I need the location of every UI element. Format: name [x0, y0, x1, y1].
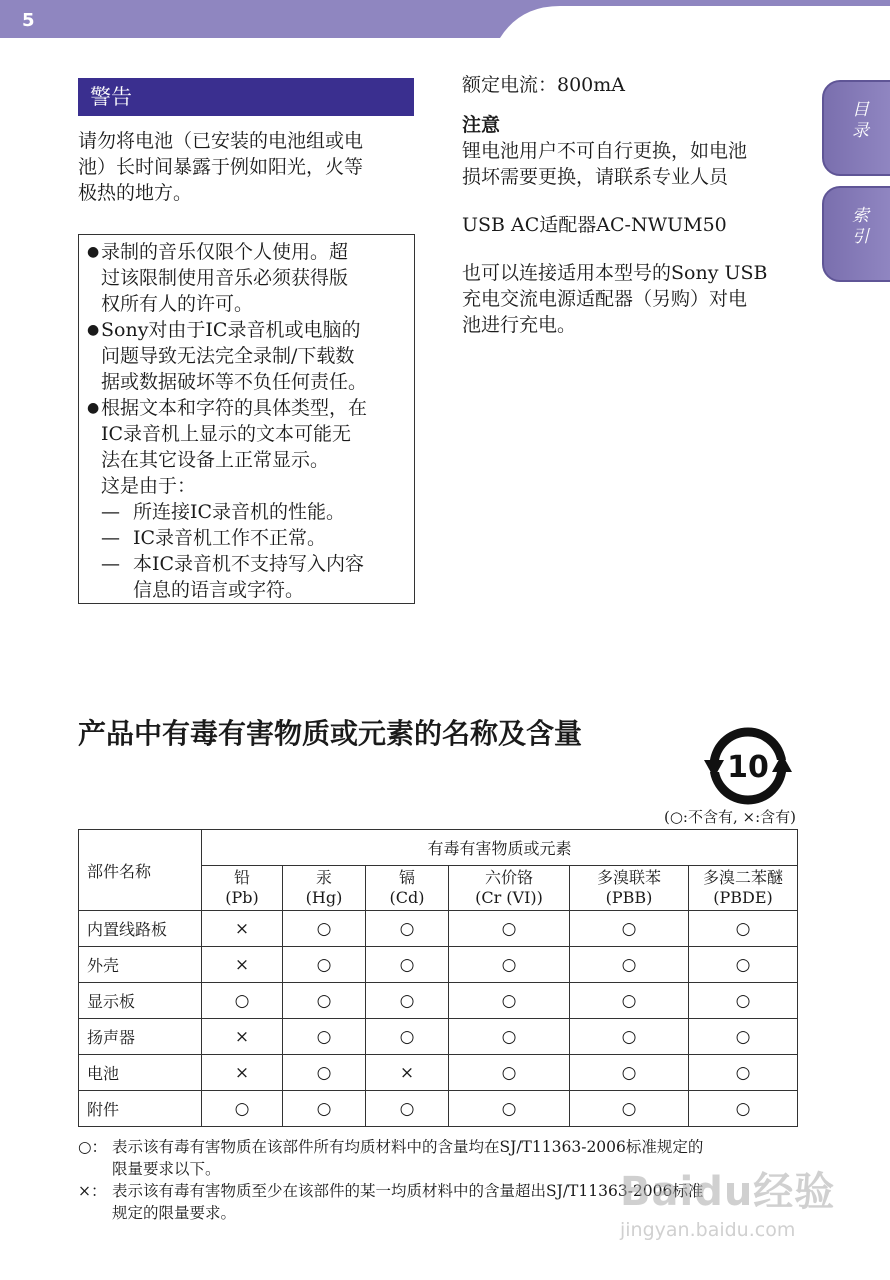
part-header: 部件名称 [79, 830, 202, 911]
warning-text [78, 128, 418, 206]
dash-marker: — [101, 527, 120, 549]
bullet-text: Sony对由于IC录音机或电脑的 [101, 319, 361, 341]
table-cell: ○ [570, 1019, 689, 1055]
table-cell: ○ [689, 947, 798, 983]
top-bar-shape [0, 0, 890, 38]
table-cell: ○ [283, 983, 366, 1019]
tab-contents-label: 目录 [848, 100, 868, 142]
notice-bullet [87, 395, 406, 421]
top-bar [0, 0, 890, 38]
group-header: 有毒有害物质或元素 [202, 830, 798, 866]
table-row [79, 983, 798, 1019]
bullet-text: 法在其它设备上正常显示。 [101, 449, 330, 471]
note-item [78, 1136, 798, 1158]
note-text: 规定的限量要求。 [112, 1204, 237, 1222]
dash-marker: — [101, 553, 120, 575]
part-name: 电池 [79, 1055, 202, 1091]
bullet-text: 据或数据破坏等不负任何责任。 [101, 371, 368, 393]
dash-text: 所连接IC录音机的性能。 [133, 501, 346, 523]
bullet-text: 录制的音乐仅限个人使用。超 [101, 241, 349, 263]
table-cell: ○ [689, 983, 798, 1019]
caution-line: 损坏需要更换，请联系专业人员 [462, 166, 729, 188]
rated-current: 额定电流：800mA [462, 74, 626, 96]
table-row [79, 911, 798, 947]
table-cell: ○ [202, 983, 283, 1019]
table-cell: ○ [283, 1091, 366, 1127]
bullet-dot-icon: ● [87, 244, 100, 260]
bullet-text: 过该限制使用音乐必须获得版 [101, 267, 349, 289]
caution-text [462, 138, 802, 190]
table-cell: ○ [283, 1055, 366, 1091]
note-text: 表示该有毒有害物质在该部件所有均质材料中的含量均在SJ/T11363-2006标准规定的 [112, 1138, 704, 1156]
table-cell: ○ [283, 1019, 366, 1055]
table-cell: ○ [689, 911, 798, 947]
page-number: 5 [22, 10, 35, 31]
hazard-table [78, 829, 798, 1127]
tab-index[interactable] [822, 186, 890, 282]
bullet-text: 权所有人的许可。 [101, 293, 254, 315]
notice-dash-item [87, 525, 406, 551]
table-cell: ○ [366, 1091, 449, 1127]
caution-line: 锂电池用户不可自行更换，如电池 [462, 140, 748, 162]
table-cell: ○ [202, 1091, 283, 1127]
table-cell: ○ [449, 1055, 570, 1091]
notice-bullet [87, 317, 406, 343]
eco-period-logo-icon [702, 720, 794, 812]
caution-title: 注意 [462, 114, 501, 136]
dash-text: 本IC录音机不支持写入内容 [133, 553, 365, 575]
table-cell: ○ [570, 1091, 689, 1127]
column-header: 多溴二苯醚 (PBDE) [689, 866, 798, 911]
table-cell: ○ [366, 947, 449, 983]
notice-box [78, 234, 415, 604]
tab-contents[interactable] [822, 80, 890, 176]
table-row [79, 1055, 798, 1091]
table-cell: ○ [570, 983, 689, 1019]
part-name: 显示板 [79, 983, 202, 1019]
notice-bullet [87, 239, 406, 265]
column-header: 六价铬 (Cr (VI)) [449, 866, 570, 911]
dash-text: 信息的语言或字符。 [133, 579, 305, 601]
adapter-model: USB AC适配器AC-NWUM50 [462, 214, 727, 236]
table-cell: × [202, 1055, 283, 1091]
table-header-row [79, 830, 798, 866]
warning-line: 极热的地方。 [78, 182, 193, 204]
table-cell: ○ [449, 947, 570, 983]
part-name: 内置线路板 [79, 911, 202, 947]
dash-marker: — [101, 501, 120, 523]
watermark-url: jingyan.baidu.com [620, 1219, 796, 1241]
bullet-dot-icon: ● [87, 400, 100, 416]
notice-dash-item [87, 551, 406, 577]
table-row [79, 1091, 798, 1127]
note-symbol: ×： [78, 1182, 107, 1200]
part-name: 外壳 [79, 947, 202, 983]
bullet-dot-icon: ● [87, 322, 100, 338]
table-cell: ○ [366, 911, 449, 947]
table-cell: ○ [283, 911, 366, 947]
table-cell: ○ [449, 911, 570, 947]
table-cell: ○ [570, 1055, 689, 1091]
table-cell: ○ [366, 1019, 449, 1055]
charger-line: 也可以连接适用本型号的Sony USB [462, 262, 768, 284]
notice-dash-item [87, 577, 406, 603]
part-name: 附件 [79, 1091, 202, 1127]
table-cell: ○ [449, 1091, 570, 1127]
tab-index-label: 索引 [848, 206, 868, 248]
table-cell: ○ [283, 947, 366, 983]
table-row [79, 947, 798, 983]
note-symbol: ○： [78, 1138, 108, 1156]
table-cell: × [202, 911, 283, 947]
watermark-brand: Baidu经验 [620, 1169, 836, 1215]
logo-number: 10 [727, 750, 769, 785]
table-cell: ○ [689, 1019, 798, 1055]
table-legend: (○:不含有, ×:含有) [663, 808, 796, 826]
hazard-title: 产品中有毒有害物质或元素的名称及含量 [78, 717, 583, 750]
table-row [79, 1019, 798, 1055]
bullet-text: 根据文本和字符的具体类型，在 [101, 397, 368, 419]
table-cell: ○ [689, 1055, 798, 1091]
table-cell: × [202, 1019, 283, 1055]
bullet-text: 这是由于： [101, 475, 197, 497]
table-cell: ○ [366, 983, 449, 1019]
table-cell: × [366, 1055, 449, 1091]
table-cell: ○ [570, 947, 689, 983]
charger-text [462, 260, 802, 338]
warning-title: 警告 [78, 78, 414, 116]
bullet-text: 问题导致无法完全录制/下载数 [101, 345, 355, 367]
column-header: 多溴联苯 (PBB) [570, 866, 689, 911]
table-cell: ○ [449, 1019, 570, 1055]
right-column [462, 72, 802, 338]
column-header: 镉 (Cd) [366, 866, 449, 911]
table-cell: × [202, 947, 283, 983]
table-cell: ○ [570, 911, 689, 947]
bullet-text: IC录音机上显示的文本可能无 [101, 423, 352, 445]
charger-line: 池进行充电。 [462, 314, 577, 336]
warning-line: 请勿将电池（已安装的电池组或电 [78, 130, 364, 152]
note-text: 表示该有毒有害物质至少在该部件的某一均质材料中的含量超出SJ/T11363-2006标准 [112, 1182, 704, 1200]
part-name: 扬声器 [79, 1019, 202, 1055]
baidu-watermark [620, 1160, 850, 1244]
charger-line: 充电交流电源适配器（另购）对电 [462, 288, 748, 310]
note-text: 限量要求以下。 [112, 1160, 221, 1178]
column-header: 铅 (Pb) [202, 866, 283, 911]
dash-text: IC录音机工作不正常。 [133, 527, 327, 549]
table-cell: ○ [449, 983, 570, 1019]
notice-dash-item [87, 499, 406, 525]
column-header: 汞 (Hg) [283, 866, 366, 911]
warning-line: 池）长时间暴露于例如阳光，火等 [78, 156, 364, 178]
table-cell: ○ [689, 1091, 798, 1127]
